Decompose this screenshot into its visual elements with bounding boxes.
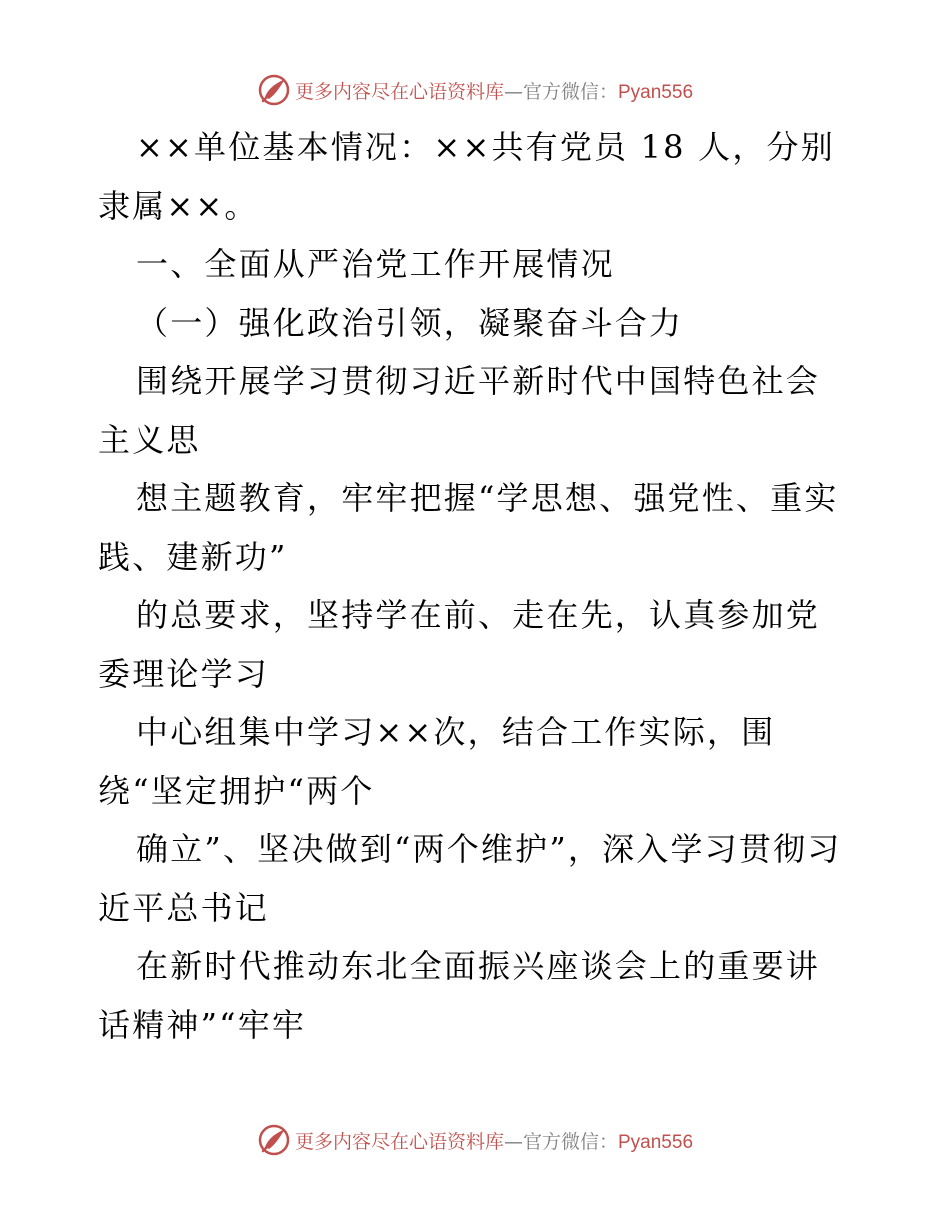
header-watermark [0,70,950,110]
paragraph-line: 围绕开展学习贯彻习近平新时代中国特色社会主义思 [98,362,821,459]
watermark-wechat-id: Pyan556 [618,81,694,103]
watermark-rest: —官方微信： [503,80,618,103]
pen-nib-logo-icon [257,1123,291,1157]
pen-nib-logo-icon [257,73,291,107]
paragraph-line: 确立”、坚决做到“两个维护”，深入学习贯彻习近平总书记 [98,830,842,927]
paragraph-line: 的总要求，坚持学在前、走在先，认真参加党委理论学习 [98,596,821,693]
watermark-text [295,1127,693,1154]
heading-section-1: 一、全面从严治党工作开展情况 [136,245,615,283]
paragraph-line: 想主题教育，牢牢把握“学思想、强党性、重实践、建新功” [98,479,839,576]
watermark-main: 更多内容尽在心语资料库 [294,1130,504,1153]
watermark-wechat-id: Pyan556 [618,1131,694,1153]
heading-subsection-1: （一）强化政治引领，凝聚奋斗合力 [136,303,684,342]
watermark-main: 更多内容尽在心语资料库 [294,80,504,103]
footer-watermark [0,1120,950,1160]
paragraph-line: 中心组集中学习××次，结合工作实际，围绕“坚定拥护“两个 [98,713,776,810]
paragraph-line: 在新时代推动东北全面振兴座谈会上的重要讲话精神”“牢牢 [98,947,821,1044]
document-body [98,118,852,1054]
paragraph-basic-info: ××单位基本情况：××共有党员 18 人，分别隶属××。 [98,128,835,225]
watermark-text [295,77,693,104]
watermark-rest: —官方微信： [503,1130,618,1153]
